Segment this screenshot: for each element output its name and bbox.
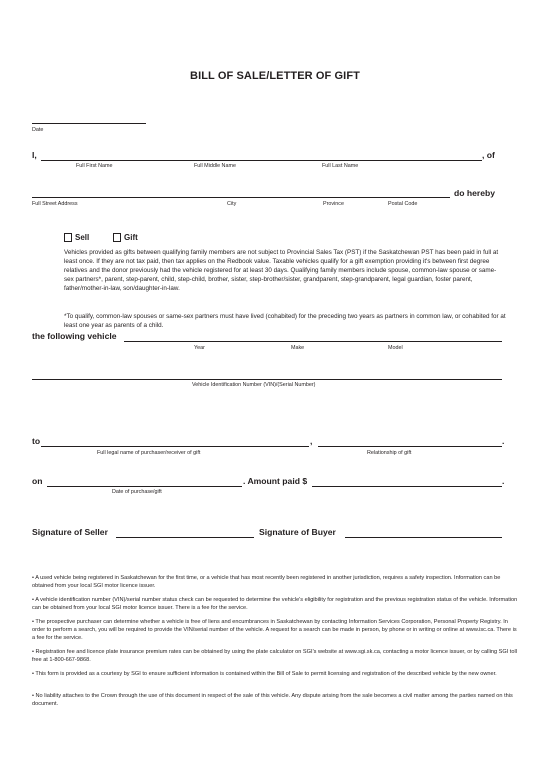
signature-buyer-field[interactable] [345,537,502,538]
purchaser-label: Full legal name of purchaser/receiver of gift [97,450,201,456]
note-registration-fee: • Registration fee and licence plate insurance premium rates can be obtained by using the plate calculator on SGI's website at www.sgi.sk.ca, contacting a motor licence issuer, or by calling SGI toll free at 1-800-667-9868. [32,649,517,664]
note-safety-inspection: • A used vehicle being registered in Saskatchewan for the first time, or a vehicle that has most recently been registered in another jurisdiction, requires a safety inspection. Information can be obtained from your local SGI motor licence issuer. [32,575,501,590]
date-of-purchase-field[interactable] [47,486,242,487]
city-label: City [227,201,237,207]
relationship-label: Relationship of gift [367,450,412,456]
middle-name-label: Full Middle Name [194,163,236,169]
following-vehicle-label: the following vehicle [32,331,117,341]
do-hereby-label: do hereby [454,188,496,198]
purchaser-name-field[interactable] [41,446,309,447]
date-of-purchase-label: Date of purchase/gift [112,489,162,495]
gift-label: Gift [124,233,138,242]
last-name-label: Full Last Name [322,163,359,169]
sell-checkbox[interactable] [64,233,72,242]
note-liens: • The prospective purchaser can determine whether a vehicle is free of liens and encumbrances in Saskatchewan by contacting Information Services Corporation, Personal Property Registry. In order to perform a search, you will be required to provide the VIN/serial number of the vehicle. A request for a search can be made in person, by phone or in writing or online at www.isc.ca. There is a fee for the service. [32,619,517,642]
name-field[interactable] [41,160,482,161]
amount-paid-label: . Amount paid $ [243,476,308,486]
sell-label: Sell [75,233,90,242]
on-label: on [32,476,43,486]
vin-label: Vehicle Identification Number (VIN)/(Serial Number) [192,382,316,388]
signature-seller-label: Signature of Seller [32,527,108,537]
signature-buyer-label: Signature of Buyer [259,527,336,537]
model-label: Model [388,345,403,351]
note-liability: • No liability attaches to the Crown through the use of this document in respect of the sale of this vehicle. Any dispute arising from the sale becomes a civil matter among the parties named on this document. [32,693,513,708]
page-title: BILL OF SALE/LETTER OF GIFT [190,70,360,82]
gift-exemption-paragraph: Vehicles provided as gifts between qualifying family members are not subject to Provincial Sales Tax (PST) if the Saskatchewan PST has been paid in full at least once. If they are not tax paid, then tax applies on the Redbook value. Taxable vehicles qualify for a gift exemption providing it's between first degree relatives and the donor previously had the vehicle registered for at least 30 days. Qualifying family members include spouse, common-law spouse or same-sex partners*, parent, step-parent, child, step-child, brother, sister, step-brother/sister, grandparent, step-grandparent, legal guardian, foster parent, father/mother-in-law, son/daughter-in-law. [64,249,499,292]
relationship-field[interactable] [318,446,502,447]
to-comma: , [310,436,313,446]
postal-code-label: Postal Code [388,201,418,207]
vin-field[interactable] [32,379,502,380]
to-period: . [502,436,505,446]
amount-period: . [502,476,505,486]
note-vin-check: • A vehicle identification number (VIN)/serial number status check can be requested to determine the vehicle's eligibility for registration and the previous registration status of the vehicle. Information can be obtained from your local SGI motor licence issuer. There is a fee for the service. [32,597,518,612]
year-label: Year [194,345,205,351]
signature-seller-field[interactable] [116,537,254,538]
province-label: Province [323,201,344,207]
date-field[interactable] [32,123,146,124]
footnote-paragraph: *To qualify, common-law spouses or same-sex partners must have lived (cohabited) for the preceding two years as partners in common law, or cohabited for at least one year as parents of a child. [64,313,506,329]
i-label: I, [32,150,37,160]
make-label: Make [291,345,305,351]
address-field[interactable] [32,197,450,198]
first-name-label: Full First Name [76,163,113,169]
vehicle-field[interactable] [124,341,502,342]
street-address-label: Full Street Address [32,201,78,207]
to-label: to [32,436,41,446]
date-label: Date [32,127,44,133]
of-label: , of [482,150,495,160]
note-courtesy: • This form is provided as a courtesy by SGI to ensure sufficient information is contained within the Bill of Sale to permit licensing and registration of the described vehicle by the new owner. [32,671,497,677]
amount-paid-field[interactable] [312,486,502,487]
gift-checkbox[interactable] [113,233,121,242]
